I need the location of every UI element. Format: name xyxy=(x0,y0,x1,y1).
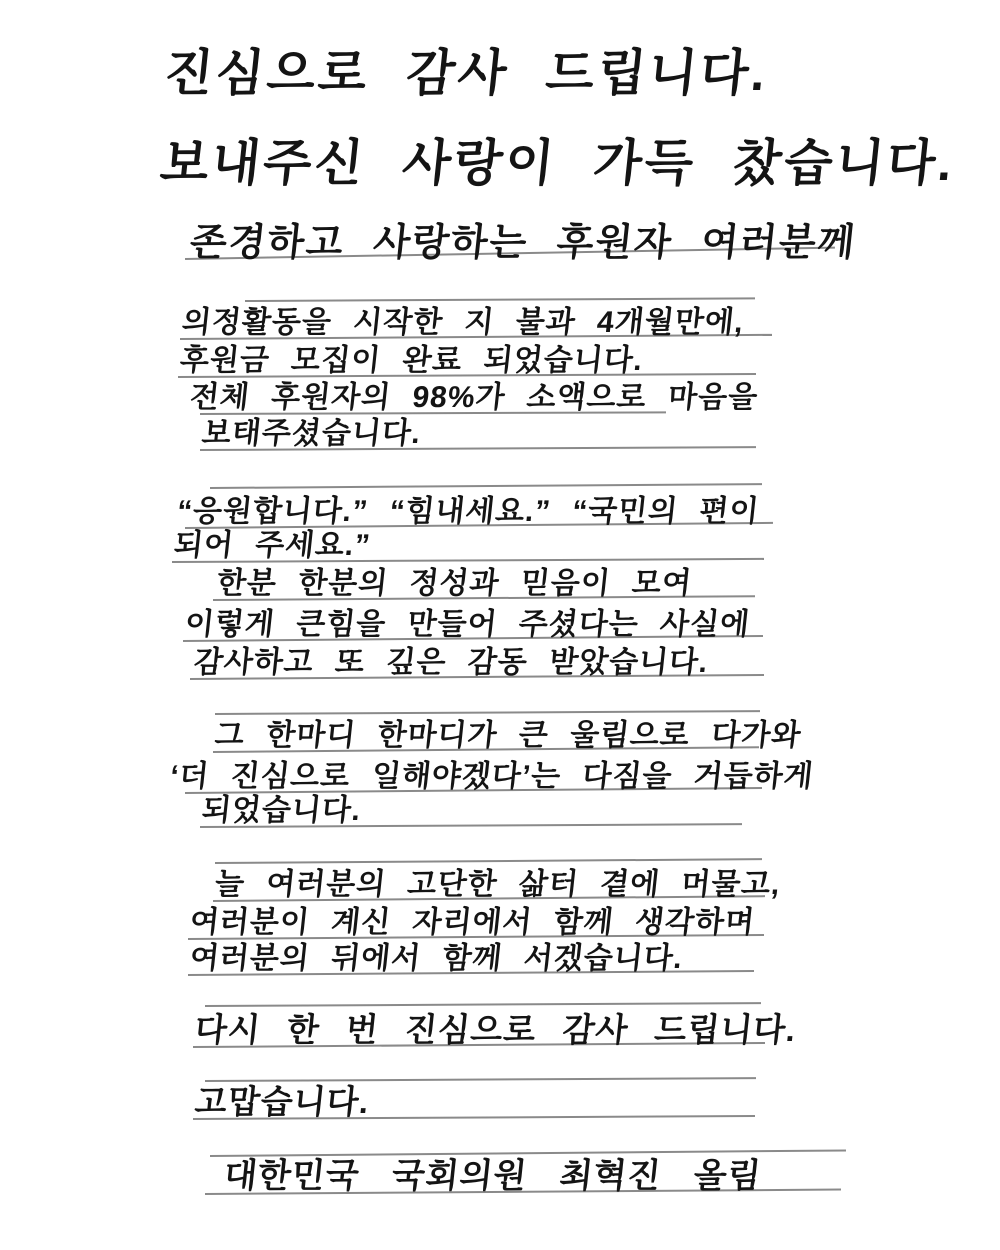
letter-line: 여러분의 뒤에서 함께 서겠습니다. xyxy=(188,942,685,975)
letter-line: ‘더 진심으로 일해야겠다’는 다짐을 거듭하게 xyxy=(168,760,816,793)
letter-line: 감사하고 또 깊은 감동 받았습니다. xyxy=(192,646,711,679)
letter-line: 이렇게 큰힘을 만들어 주셨다는 사실에 xyxy=(183,608,752,641)
closing-line: 다시 한 번 진심으로 감사 드립니다. xyxy=(193,1011,799,1048)
letter-line: 보태주셨습니다. xyxy=(200,417,423,450)
letter-line: 되어 주세요.” xyxy=(172,529,373,562)
letter-line: 여러분이 계신 자리에서 함께 생각하며 xyxy=(188,906,757,939)
closing-line: 고맙습니다. xyxy=(193,1083,372,1120)
letter-line: “응원합니다.” “힘내세요.” “국민의 편이 xyxy=(175,495,762,528)
letter-line: 한분 한분의 정성과 믿음이 모여 xyxy=(215,567,694,600)
letter-line: 의정활동을 시작한 지 불과 4개월만에, xyxy=(180,306,746,339)
letter-line: 늘 여러분의 고단한 삶터 곁에 머물고, xyxy=(213,868,783,901)
letter-line: 그 한마디 한마디가 큰 울림으로 다가와 xyxy=(213,719,804,752)
letter-line: 전체 후원자의 98%가 소액으로 마음을 xyxy=(188,381,760,414)
letter-line: 되었습니다. xyxy=(200,794,363,827)
title-line: 진심으로 감사 드립니다. xyxy=(161,45,772,101)
title-line: 보내주신 사랑이 가득 찼습니다. xyxy=(157,135,959,191)
salutation-line: 존경하고 사랑하는 후원자 여러분께 xyxy=(187,222,859,264)
letter-line: 후원금 모집이 완료 되었습니다. xyxy=(178,344,645,377)
signature-line: 대한민국 국회의원 최혁진 올림 xyxy=(222,1157,764,1195)
